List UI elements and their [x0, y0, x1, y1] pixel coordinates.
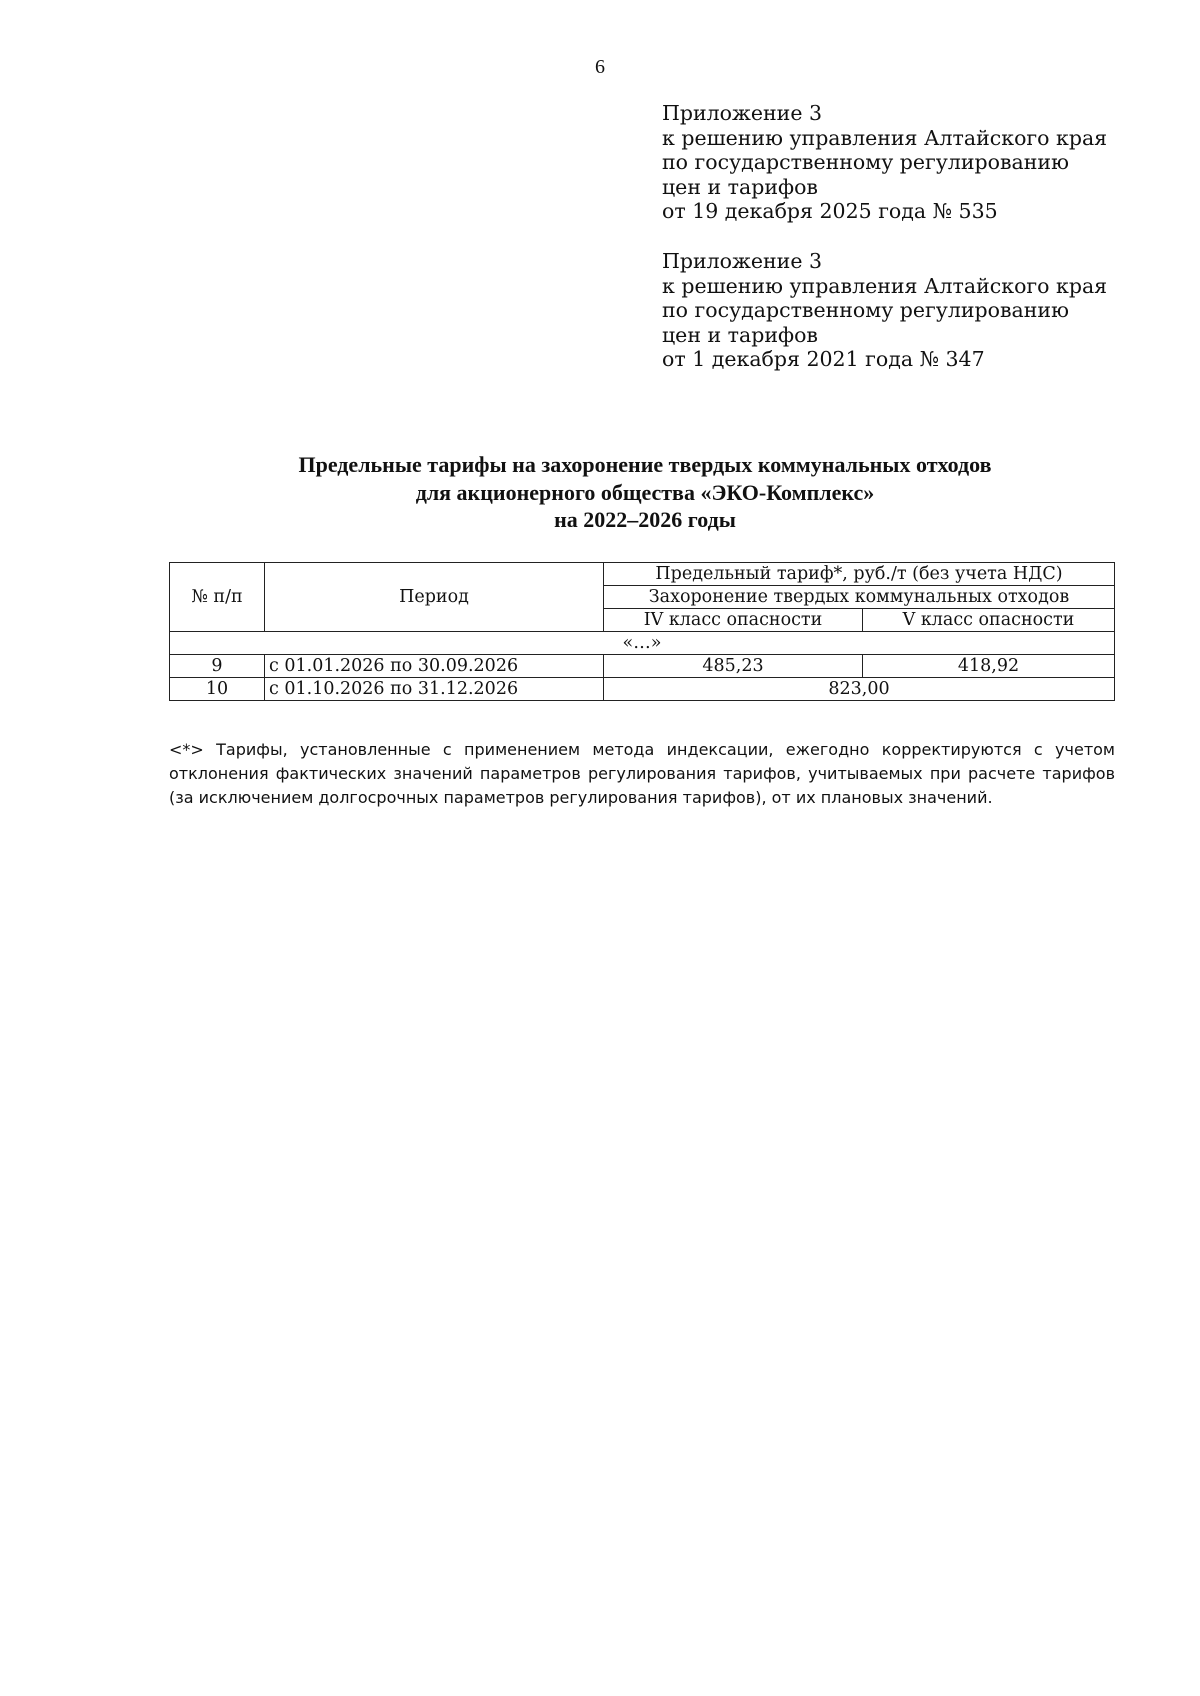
header-tariff: Предельный тариф*, руб./т (без учета НДС)	[604, 563, 1115, 586]
ellipsis-cell: «…»	[170, 632, 1115, 655]
header-period: Период	[265, 563, 604, 632]
appendix-line: Приложение 3	[662, 101, 823, 125]
title-line: Предельные тарифы на захоронение твердых коммунальных отходов	[298, 452, 992, 477]
appendix-line: к решению управления Алтайского края	[662, 125, 1108, 150]
cell-period: с 01.10.2026 по 31.12.2026	[265, 678, 604, 701]
table-row	[170, 678, 1115, 701]
header-service: Захоронение твердых коммунальных отходов	[604, 586, 1115, 609]
appendix-line: от 1 декабря 2021 года № 347	[662, 347, 985, 371]
cell-num: 10	[170, 678, 265, 701]
header-num: № п/п	[170, 563, 265, 632]
cell-period: с 01.01.2026 по 30.09.2026	[265, 655, 604, 678]
header-class-iv: IV класс опасности	[604, 609, 863, 632]
appendix-line: к решению управления Алтайского края	[662, 273, 1108, 298]
page-number: 6	[595, 56, 605, 78]
title-line: на 2022–2026 годы	[554, 507, 736, 532]
table-header-row	[170, 563, 1115, 586]
cell-class-v: 418,92	[863, 655, 1115, 678]
footnote: <*> Тарифы, установленные с применением метода индексации, ежегодно корректируются с учетом отклонения фактических значений параметров регулирования тарифов, учитываемых при расчете тарифов (за исключением долгосрочных параметров регулирования тарифов), от их плановых значений.	[169, 740, 1115, 807]
header-class-v: V класс опасности	[863, 609, 1115, 632]
document-title	[0, 451, 1200, 534]
tariff-table	[169, 562, 1115, 701]
appendix-line: Приложение 3	[662, 249, 823, 273]
appendix-line: по государственному регулированию	[662, 298, 1069, 322]
appendix-line: от 19 декабря 2025 года № 535	[662, 199, 998, 223]
table-row	[170, 655, 1115, 678]
cell-class-iv: 485,23	[604, 655, 863, 678]
table-row-ellipsis	[170, 632, 1115, 655]
cell-num: 9	[170, 655, 265, 678]
appendix-line: цен и тарифов	[662, 322, 818, 347]
appendix-line: цен и тарифов	[662, 174, 818, 199]
appendix-block-original	[662, 249, 1162, 372]
cell-merged-tariff: 823,00	[604, 678, 1115, 701]
title-line: для акционерного общества «ЭКО-Комплекс»	[415, 479, 875, 505]
appendix-block-current	[662, 101, 1162, 224]
appendix-line: по государственному регулированию	[662, 150, 1069, 174]
